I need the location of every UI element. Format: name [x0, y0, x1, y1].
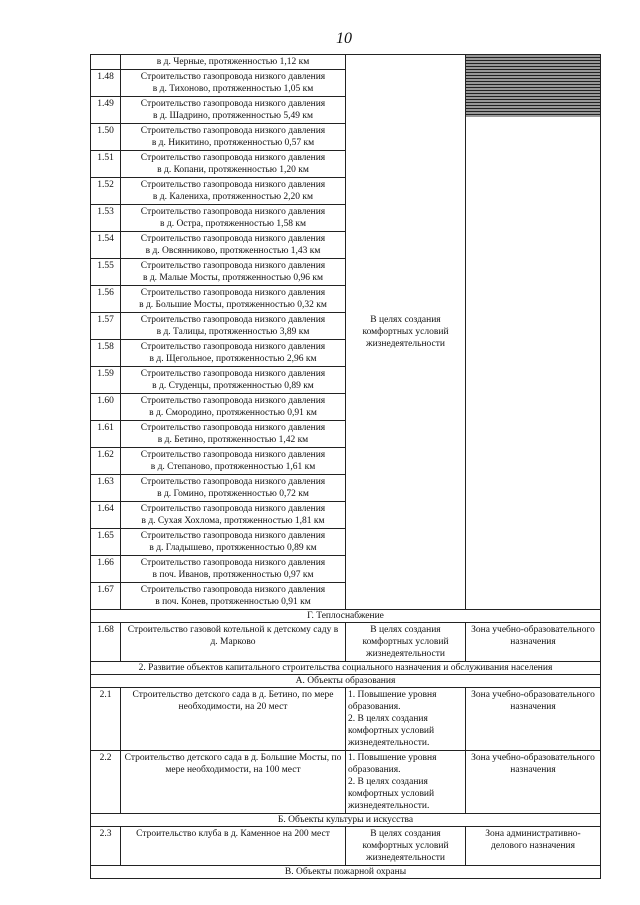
purpose-cell: В целях создания комфортных условий жизнедеятельности — [346, 55, 466, 610]
row-number: 1.49 — [91, 97, 121, 124]
object-description — [121, 583, 346, 610]
description-line: в д. Калениха, протяженностью 2,20 км — [152, 192, 314, 202]
row-number: 1.61 — [91, 421, 121, 448]
description-line: в д. Гомино, протяженностью 0,72 км — [157, 489, 309, 499]
zone-name: Зона учебно-образовательного назначения — [466, 751, 601, 814]
description-line: Строительство газопровода низкого давления — [140, 288, 326, 298]
description-line: в д. Студенцы, протяженностью 0,89 км — [152, 381, 314, 391]
object-description — [121, 340, 346, 367]
description-line: в поч. Иванов, протяженностью 0,97 км — [152, 570, 314, 580]
object-purpose — [346, 751, 466, 814]
zone-name: Зона учебно-образовательного назначения — [466, 688, 601, 751]
object-description — [121, 421, 346, 448]
object-description — [121, 475, 346, 502]
description-line: Строительство газопровода низкого давления — [140, 180, 326, 190]
object-description — [121, 259, 346, 286]
table-row — [91, 688, 601, 751]
object-description — [121, 124, 346, 151]
table-row — [91, 827, 601, 866]
zone-grid — [466, 55, 600, 117]
object-description — [121, 205, 346, 232]
row-number: 1.62 — [91, 448, 121, 475]
row-number: 1.53 — [91, 205, 121, 232]
section-row — [91, 610, 601, 623]
object-purpose: В целях создания комфортных условий жизнедеятельности — [346, 623, 466, 662]
section-row — [91, 814, 601, 827]
object-description — [121, 529, 346, 556]
description-line: Строительство газопровода низкого давления — [140, 477, 326, 487]
description-line: Строительство газопровода низкого давления — [140, 342, 326, 352]
description-line: Строительство газопровода низкого давления — [140, 207, 326, 217]
description-line: Строительство газопровода низкого давления — [140, 315, 326, 325]
row-number: 1.56 — [91, 286, 121, 313]
section-fire: В. Объекты пожарной охраны — [91, 866, 601, 879]
section-education: А. Объекты образования — [91, 675, 601, 688]
purpose-item-1: 1. Повышение уровня образования. — [348, 753, 437, 775]
object-purpose — [346, 688, 466, 751]
object-description: Строительство детского сада в д. Бетино, по мере необходимости, на 20 мест — [121, 688, 346, 751]
object-description — [121, 232, 346, 259]
description-line: Строительство газопровода низкого давления — [140, 585, 326, 595]
description-line: Строительство газопровода низкого давления — [140, 261, 326, 271]
description-line: Строительство газопровода низкого давления — [140, 369, 326, 379]
zone-name: Зона учебно-образовательного назначения — [466, 623, 601, 662]
description-line: Строительство газопровода низкого давления — [140, 99, 326, 109]
table-row — [91, 623, 601, 662]
row-number: 1.60 — [91, 394, 121, 421]
zone-cell — [466, 55, 601, 610]
object-purpose: В целях создания комфортных условий жизнедеятельности — [346, 827, 466, 866]
row-number: 2.2 — [91, 751, 121, 814]
description-line: в д. Степаново, протяженностью 1,61 км — [150, 462, 316, 472]
description-line: в д. Талицы, протяженностью 3,89 км — [156, 327, 310, 337]
object-description: Строительство детского сада в д. Большие Мосты, по мере необходимости, на 100 мест — [121, 751, 346, 814]
row-number: 1.57 — [91, 313, 121, 340]
row-number — [91, 55, 121, 70]
description-line: Строительство газопровода низкого давления — [140, 126, 326, 136]
table-row — [91, 55, 601, 70]
description-line: в д. Щегольное, протяженностью 2,96 км — [149, 354, 317, 364]
page-number: 10 — [336, 30, 352, 47]
object-description: Строительство клуба в д. Каменное на 200 мест — [121, 827, 346, 866]
row-number: 2.1 — [91, 688, 121, 751]
object-description — [121, 70, 346, 97]
description-line: в д. Малые Мосты, протяженностью 0,96 км — [142, 273, 324, 283]
row-number: 1.51 — [91, 151, 121, 178]
object-description — [121, 151, 346, 178]
object-description — [121, 502, 346, 529]
row-number: 1.65 — [91, 529, 121, 556]
description-line: Строительство газопровода низкого давления — [140, 234, 326, 244]
description-line: Строительство газопровода низкого давления — [140, 396, 326, 406]
purpose-item-1: 1. Повышение уровня образования. — [348, 690, 437, 712]
section-row — [91, 675, 601, 688]
object-description: в д. Черные, протяженностью 1,12 км — [121, 55, 346, 70]
description-line: в поч. Конев, протяженностью 0,91 км — [155, 597, 311, 607]
description-line: в д. Бетино, протяженностью 1,42 км — [157, 435, 309, 445]
purpose-item-2: 2. В целях создания комфортных условий жизнедеятельности. — [348, 777, 435, 811]
row-number: 1.58 — [91, 340, 121, 367]
row-number: 1.66 — [91, 556, 121, 583]
section-culture: Б. Объекты культуры и искусства — [91, 814, 601, 827]
planning-table — [90, 54, 601, 879]
row-number: 1.67 — [91, 583, 121, 610]
section-part2: 2. Развитие объектов капитального строительства социального назначения и обслуживания населения — [91, 662, 601, 675]
object-description — [121, 97, 346, 124]
description-line: в д. Копани, протяженностью 1,20 км — [157, 165, 309, 175]
section-heat: Г. Теплоснабжение — [91, 610, 601, 623]
description-line: Строительство газопровода низкого давления — [140, 153, 326, 163]
object-description — [121, 313, 346, 340]
description-line: в д. Большие Мосты, протяженностью 0,32 км — [139, 300, 327, 310]
description-line: в д. Смородино, протяженностью 0,91 км — [149, 408, 317, 418]
description-line: в д. Остра, протяженностью 1,58 км — [160, 219, 306, 229]
object-description — [121, 556, 346, 583]
description-line: Строительство газопровода низкого давления — [140, 558, 326, 568]
row-number: 1.55 — [91, 259, 121, 286]
row-number: 1.48 — [91, 70, 121, 97]
description-line: в д. Овсянниково, протяженностью 1,43 км — [145, 246, 321, 256]
section-row — [91, 866, 601, 879]
object-description — [121, 286, 346, 313]
row-number: 1.64 — [91, 502, 121, 529]
description-line: Строительство газопровода низкого давления — [140, 531, 326, 541]
description-line: Строительство газопровода низкого давления — [140, 504, 326, 514]
zone-subcell — [466, 116, 600, 117]
row-number: 2.3 — [91, 827, 121, 866]
object-description — [121, 394, 346, 421]
description-line: в д. Никитино, протяженностью 0,57 км — [151, 138, 315, 148]
section-row — [91, 662, 601, 675]
row-number: 1.52 — [91, 178, 121, 205]
table-row — [91, 751, 601, 814]
object-description: Строительство газовой котельной к детскому саду в д. Марково — [121, 623, 346, 662]
description-line: Строительство газопровода низкого давления — [140, 450, 326, 460]
row-number: 1.68 — [91, 623, 121, 662]
description-line: Строительство газопровода низкого давления — [140, 423, 326, 433]
row-number: 1.59 — [91, 367, 121, 394]
description-line: Строительство газопровода низкого давления — [140, 72, 326, 82]
purpose-item-2: 2. В целях создания комфортных условий жизнедеятельности. — [348, 714, 435, 748]
object-description — [121, 367, 346, 394]
row-number: 1.54 — [91, 232, 121, 259]
object-description — [121, 448, 346, 475]
description-line: в д. Сухая Хохлома, протяженностью 1,81 км — [141, 516, 325, 526]
description-line: в д. Тихоново, протяженностью 1,05 км — [152, 84, 314, 94]
object-description — [121, 178, 346, 205]
description-line: в д. Гладышево, протяженностью 0,89 км — [149, 543, 317, 553]
zone-name: Зона административно-делового назначения — [466, 827, 601, 866]
row-number: 1.63 — [91, 475, 121, 502]
row-number: 1.50 — [91, 124, 121, 151]
description-line: в д. Шадрино, протяженностью 5,49 км — [153, 111, 313, 121]
